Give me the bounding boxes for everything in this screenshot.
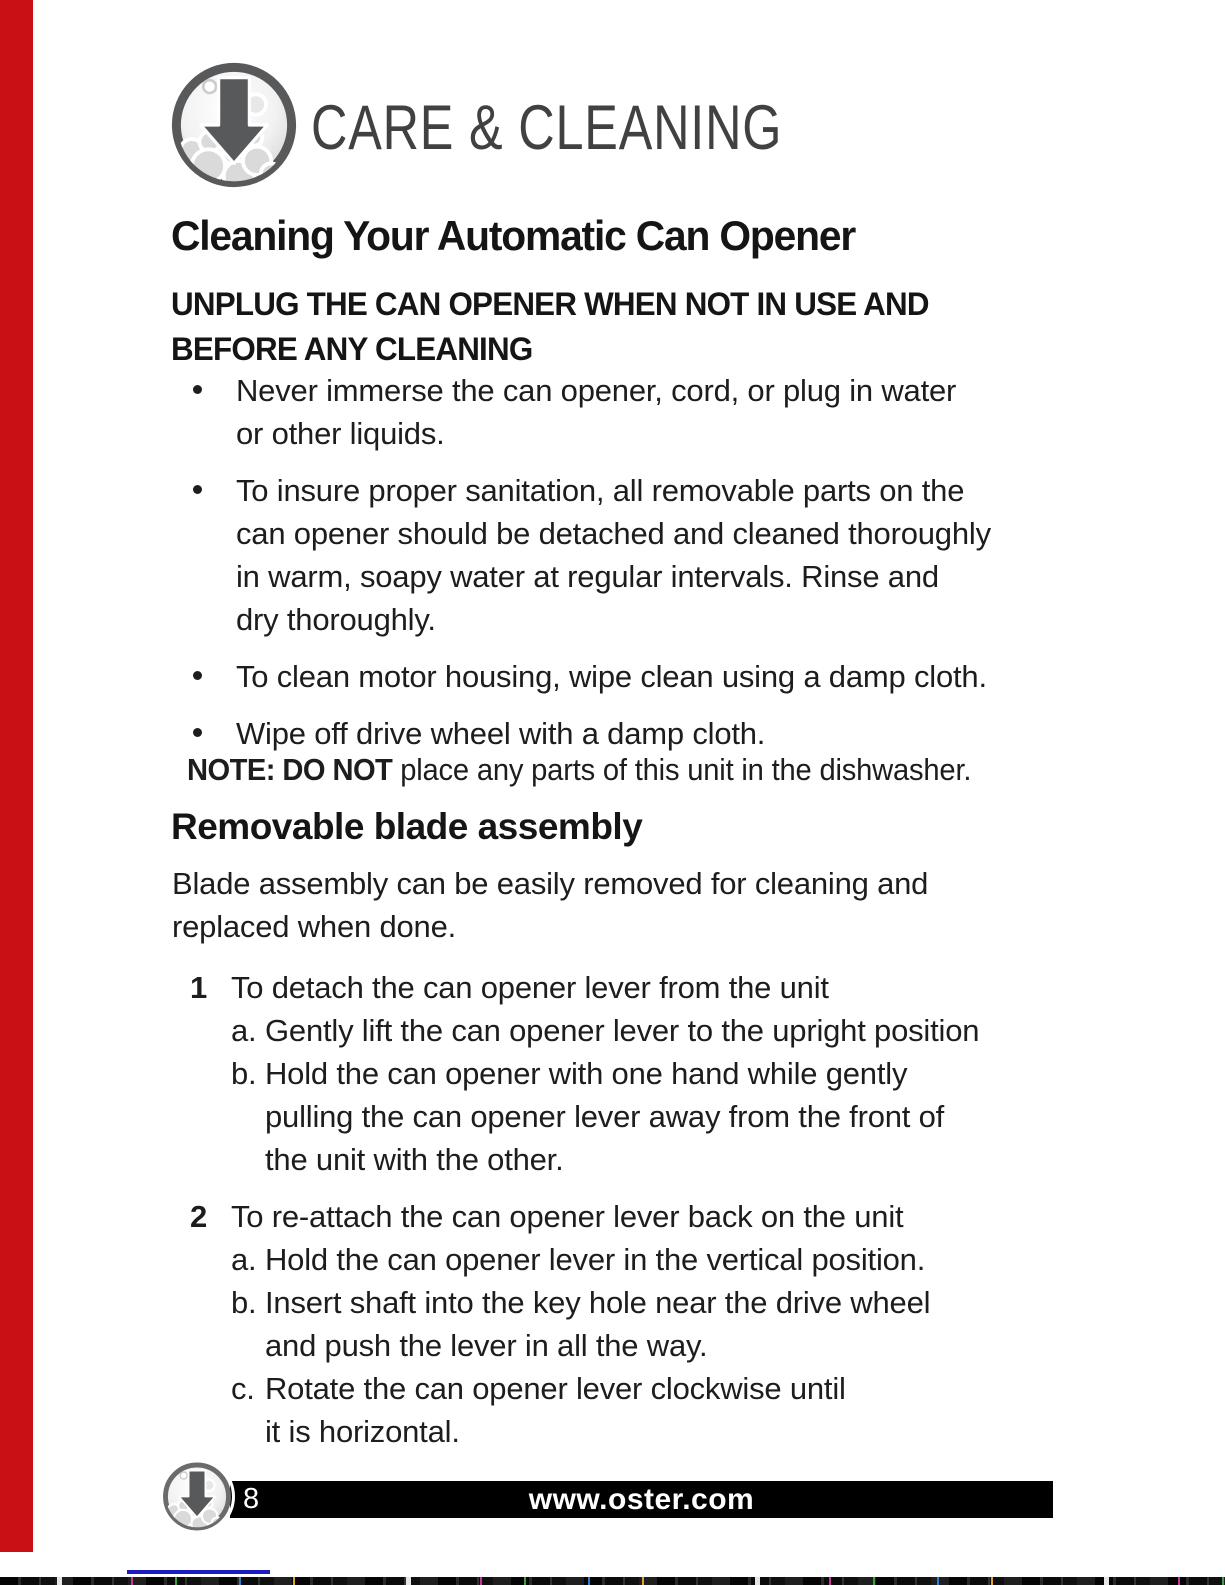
care-cleaning-icon down-arrow-with-bubbles-icon (170, 60, 298, 190)
intro-line: Blade assembly can be easily removed for cleaning and (172, 866, 929, 901)
bullet-line: in warm, soapy water at regular intervals. Rinse and (236, 559, 939, 594)
warning-heading (171, 282, 929, 372)
bullet-marker-icon (193, 385, 202, 394)
page-number: 8 (243, 1483, 260, 1515)
step-substep (231, 1009, 979, 1052)
bullet-marker-icon (193, 671, 202, 680)
bullet-line: To insure proper sanitation, all removable parts on the (236, 473, 965, 508)
substep-line: pulling the can opener lever away from the front of (265, 1099, 945, 1134)
step-number: 1 (190, 970, 208, 1005)
warning-line: BEFORE ANY CLEANING (171, 331, 533, 367)
note-bold-prefix: NOTE: DO NOT (187, 752, 393, 787)
warning-line: UNPLUG THE CAN OPENER WHEN NOT IN USE AND (171, 286, 929, 322)
bullet-marker-icon (193, 485, 202, 494)
substep-label: c. (231, 1371, 255, 1406)
numbered-steps (172, 966, 979, 1467)
page-title: Cleaning Your Automatic Can Opener (171, 212, 856, 259)
note-rest: place any parts of this unit in the dishwasher. (392, 752, 972, 787)
step-substep (231, 1281, 979, 1367)
substep-line: it is horizontal. (265, 1414, 460, 1449)
substep-line: Gently lift the can opener lever to the upright position (265, 1013, 980, 1048)
blue-line-scan-artifact (127, 1570, 270, 1574)
intro-line: replaced when done. (172, 909, 457, 944)
step-item (172, 966, 979, 1181)
substep-line: Rotate the can opener lever clockwise until (265, 1371, 846, 1406)
substep-label: a. (231, 1242, 257, 1277)
bullet-list (172, 369, 991, 769)
section-banner-title: CARE & CLEANING (311, 93, 783, 163)
bullet-marker-icon (193, 728, 202, 737)
substep-line: Insert shaft into the key hole near the drive wheel (265, 1285, 931, 1320)
bottom-edge-scan-noise (0, 1577, 1225, 1585)
list-item (172, 655, 991, 698)
section-intro (172, 862, 928, 948)
substep-line: the unit with the other. (265, 1142, 564, 1177)
substep-label: b. (231, 1056, 257, 1091)
substep-line: Hold the can opener with one hand while gently (265, 1056, 908, 1091)
bullet-line: or other liquids. (236, 416, 445, 451)
left-edge-scan-artifact-bar (0, 0, 33, 1552)
bullet-line: Wipe off drive wheel with a damp cloth. (236, 716, 766, 751)
footer-care-cleaning-icon down-arrow-with-bubbles-icon (162, 1461, 232, 1532)
website-url: www.oster.com (528, 1483, 755, 1516)
bullet-line: dry thoroughly. (236, 602, 436, 637)
step-substep (231, 1367, 979, 1453)
footer-bar (230, 1481, 1053, 1518)
substep-line: and push the lever in all the way. (265, 1328, 708, 1363)
step-substep (231, 1238, 979, 1281)
subsection-heading: Removable blade assembly (171, 806, 643, 847)
step-substep (231, 1052, 979, 1181)
bullet-line: can opener should be detached and cleaned thoroughly (236, 516, 991, 551)
list-item (172, 469, 991, 641)
bullet-line: To clean motor housing, wipe clean using a damp cloth. (236, 659, 987, 694)
substep-label: b. (231, 1285, 257, 1320)
note-text (187, 748, 971, 791)
step-number: 2 (190, 1199, 208, 1234)
bullet-line: Never immerse the can opener, cord, or plug in water (236, 373, 957, 408)
step-title: To re-attach the can opener lever back on the unit (231, 1199, 904, 1234)
step-title: To detach the can opener lever from the unit (231, 970, 829, 1005)
list-item (172, 369, 991, 455)
substep-label: a. (231, 1013, 257, 1048)
step-item (172, 1195, 979, 1453)
substep-line: Hold the can opener lever in the vertical position. (265, 1242, 926, 1277)
